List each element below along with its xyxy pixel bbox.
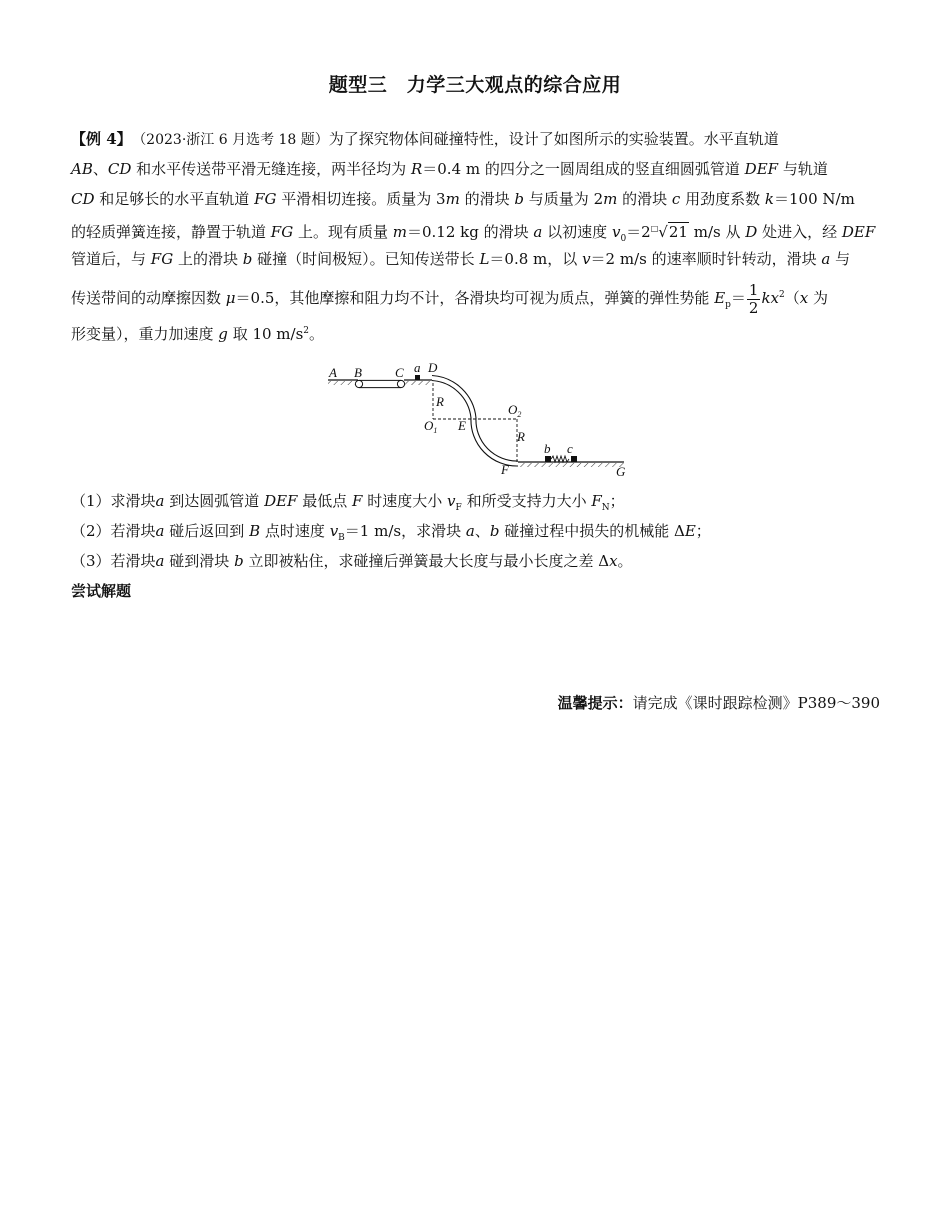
subscript: p [725,300,731,310]
track-ab [328,380,358,385]
example-source: （2023·浙江 6 月选考 18 题） [139,132,329,148]
question-1 [71,490,625,513]
text: 碰撞（时间极短）。已知传送带长 [257,250,475,268]
var: v [447,492,456,510]
var: m [392,223,407,241]
text: 、 [92,160,108,178]
text: （1）求滑块 [71,492,156,510]
var: E [684,522,696,540]
track-cd [404,380,432,385]
text: 形变量），重力加速度 [71,325,214,343]
label-a-point: A [329,365,337,380]
text: 时速度大小 [367,492,443,510]
label-center-o1: $O_1$ [424,418,438,435]
var: b [242,250,253,268]
label-d-point: D [428,360,438,375]
spring [551,456,569,462]
fraction-one-half [747,282,761,317]
superscript: 2 [303,326,310,336]
text: 处进入，经 [762,223,838,241]
conveyor-belt [355,380,404,387]
text: 。 [309,325,325,343]
text: ＝0.5，其他摩擦和阻力均不计，各滑块均可视为质点，弹簧的弹性势能 [235,289,710,307]
text: 、 [474,522,490,540]
superscript: 2 [779,290,785,300]
text: 上的滑块 [177,250,238,268]
var: x [609,552,618,570]
text: 与质量为 2 [528,190,604,208]
var: DEF [744,160,779,178]
text: 。 [617,552,633,570]
var: μ [225,289,236,307]
warm-tip [558,692,880,713]
apparatus-figure [324,359,629,481]
text-line-1 [71,124,881,154]
label-e-point: E [458,418,466,433]
question-2 [71,520,711,543]
text: ； [695,522,711,540]
text: 上。现有质量 [297,223,388,241]
slider-b [545,456,551,462]
text: 碰到滑块 [169,552,230,570]
var: F [352,492,363,510]
label-slider-a: a [414,360,421,375]
text: ＝ [730,289,746,307]
slider-c [571,456,577,462]
section-title: 题型三 力学三大观点的综合应用 [328,74,622,96]
var: a [821,250,831,268]
question-3 [71,550,633,571]
var: a [465,522,475,540]
tip-label: 温馨提示： [557,694,633,712]
text: 到达圆弧管道 [169,492,260,510]
var: b [489,522,500,540]
slider-a [415,375,420,380]
text: ＝0.12 kg 的滑块 [407,223,529,241]
text: ＝0.4 m 的四分之一圆周组成的竖直细圆弧管道 [422,160,740,178]
label-c-point: C [395,365,404,380]
example-text [71,124,881,346]
example-tag: 【例 4】 [71,130,125,148]
text: 和足够长的水平直轨道 [99,190,250,208]
var: b [234,552,244,570]
text: 为 [813,289,829,307]
text: 平滑相切连接。质量为 3 [281,190,446,208]
text: 点时速度 [264,522,325,540]
var: a [533,223,543,241]
var: x [799,289,809,307]
text-line-4 [71,214,881,244]
var: g [218,325,228,343]
var: m [445,190,460,208]
text-line-2 [71,154,881,184]
var: DEF [264,492,298,510]
var: v [329,522,339,540]
var: F [591,492,602,510]
var: m [603,190,618,208]
text: 和水平传送带平滑无缝连接，两半径均为 [136,160,407,178]
text-line-3 [71,184,881,214]
var: k [764,190,774,208]
var: b [514,190,525,208]
var: a [155,552,165,570]
text: 以初速度 [547,223,608,241]
var: L [479,250,490,268]
var: FG [254,190,277,208]
var: FG [270,223,294,241]
text: ＝0.8 m，以 [489,250,578,268]
var: FG [150,250,174,268]
var: a [155,522,165,540]
text: （3）若滑块 [71,552,156,570]
radicand: 21 [668,223,688,241]
text-line-7 [71,316,881,346]
subscript: B [338,533,345,543]
text: 立即被粘住，求碰撞后弹簧最大长度与最小长度之差 Δ [248,552,610,570]
var: B [249,522,261,540]
text: 为了探究物体间碰撞特性，设计了如图所示的实验装置。水平直轨道 [328,130,779,148]
var: v [582,250,591,268]
text-line-6 [71,274,881,316]
text: 与 [835,250,851,268]
text: （ [784,289,800,307]
var: E [714,289,726,307]
text: 传送带间的动摩擦因数 [71,289,222,307]
var: AB [71,160,93,178]
var: CD [71,190,95,208]
slider-spring-system [545,456,577,462]
construction-lines [433,383,517,462]
label-center-o2: $O_2$ [508,402,522,419]
text: 碰后返回到 [169,522,245,540]
text: 的轻质弹簧连接，静置于轨道 [71,223,267,241]
label-slider-b: b [544,441,551,456]
label-radius-2: R [517,429,525,444]
try-solve-heading: 尝试解题 [71,582,132,600]
text: 碰撞过程中损失的机械能 Δ [504,522,685,540]
var: kx [761,289,780,307]
var: c [671,190,681,208]
text: m/s 从 [693,223,741,241]
denominator: 2 [748,298,759,317]
numerator: 1 [748,280,759,299]
track-fg [518,462,624,467]
text: ＝1 m/s，求滑块 [344,522,462,540]
text: ＝2 m/s 的速率顺时针转动，滑块 [590,250,817,268]
square-root: □√21 [650,223,688,241]
text: 最低点 [302,492,348,510]
label-b-point: B [354,365,362,380]
label-slider-c: c [567,441,573,456]
text: 取 10 m/s [232,325,304,343]
text: 管道后，与 [71,250,147,268]
text: ＝100 N/m [774,190,855,208]
text: （2）若滑块 [71,522,156,540]
text: 的滑块 [622,190,668,208]
var: v [611,223,621,241]
text: 和所受支持力大小 [466,492,587,510]
label-radius-1: R [436,394,444,409]
arc-pipe-def [432,376,518,467]
var: a [155,492,165,510]
label-f-point: F [501,462,509,477]
subscript: F [455,503,462,513]
text: 与轨道 [782,160,828,178]
var: DEF [841,223,876,241]
var: D [745,223,758,241]
text: 的滑块 [464,190,510,208]
text-line-5 [71,244,881,274]
label-g-point: G [616,464,626,479]
text: 用劲度系数 [685,190,761,208]
text: ＝2 [626,223,651,241]
tip-text: 请完成《课时跟踪检测》P389～390 [632,694,880,712]
var: CD [107,160,132,178]
subscript: N [601,503,610,513]
text: ； [609,492,625,510]
subscript: 0 [620,234,627,244]
var: R [410,160,423,178]
